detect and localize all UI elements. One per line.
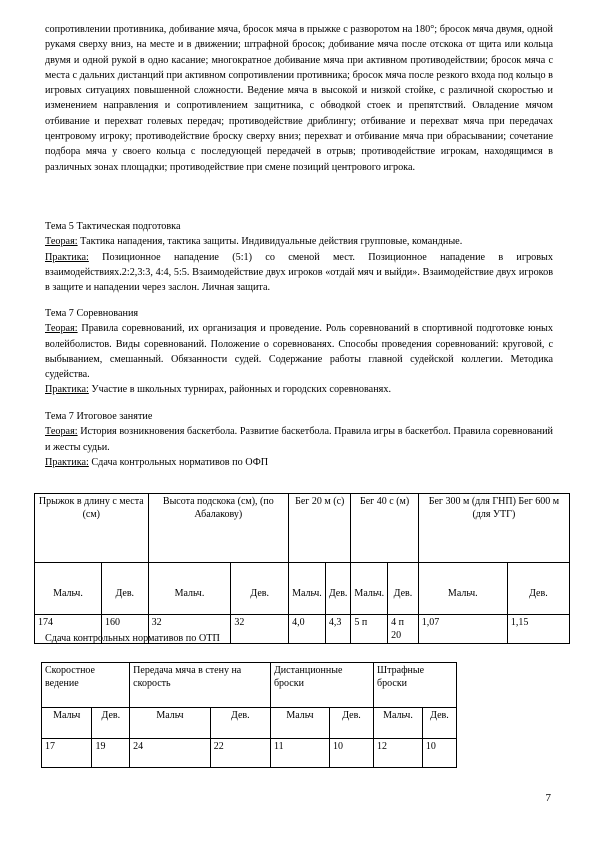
value-cell: 32: [231, 615, 289, 644]
value-cell: 19: [92, 739, 130, 768]
practice-line: [45, 382, 553, 397]
value-cell: 22: [210, 739, 270, 768]
section-heading: Тема 5 Тактическая подготовка: [45, 221, 181, 232]
subheader-cell: Мальч.: [148, 563, 231, 615]
theory-line: [45, 424, 553, 455]
subheader-cell: Дев.: [325, 563, 351, 615]
otp-norms-table: [41, 662, 457, 768]
header-cell: Передача мяча в стену на скорость: [130, 663, 271, 708]
table-header-row: [35, 494, 570, 563]
section-heading: Тема 7 Соревнования: [45, 308, 139, 319]
section-topic-7-final: [45, 409, 553, 470]
theory-text: История возникновения баскетбола. Развитие баскетбола. Правила игры в баскетбол. Правила соревнований и жесты судьи.: [45, 426, 553, 453]
subheader-cell: Мальч.: [418, 563, 507, 615]
value-cell: 24: [130, 739, 211, 768]
header-cell: Прыжок в длину с места (см): [35, 494, 149, 563]
value-cell: 10: [329, 739, 373, 768]
section-topic-5: [45, 219, 553, 295]
theory-label: Теорая:: [45, 236, 78, 248]
paragraph-text: сопротивлении противника, добивание мяча, бросок мяча в прыжке с разворотом на 180°; бросок мяча двумя, одной рукамя сверху вниз, на месте и в движении; штрафной бросок; добивание мяча после отскока от щита или кольца двумя и одной рукой в одно касание; многократное добивание мяча при активном противодействии; бросок мяча с места с дальних дистанций при активном сопротивлении противника; бросок мяча после резкого входа под кольцо в игровых ситуациях повышенной сложности. Ведение мяча в высокой и низкой стойке, с различной скоростью и изменением направления и сопротивлением защитника, с обводкой стоек и препятствий. Овладение мячом отбивание и перехват голевых передач; противодействие дриблингу; отбивание и перехват мяча при передачах центровому игроку; противодействие броску сверху вниз; перехват и отбивание мяча при обрасывании; сочетание подбора мяча у своего кольца с последующей передачей в отрыв; противодействие игрокам, находящимся в различных зонах площадки; противодействие при смене позиций центрового игрока.: [45, 24, 553, 173]
subheader-cell: Дев.: [422, 708, 456, 739]
value-cell: 160: [101, 615, 148, 644]
header-cell: Бег 300 м (для ГНП) Бег 600 м (для УТГ): [418, 494, 569, 563]
subheader-cell: Дев.: [507, 563, 569, 615]
value-cell: 17: [42, 739, 92, 768]
subheader-cell: Мальч: [270, 708, 329, 739]
theory-label: Теорая:: [45, 426, 78, 438]
table-subheader-row: [42, 708, 457, 739]
value-cell: 12: [374, 739, 423, 768]
theory-text: Правила соревнований, их организация и проведение. Роль соревнований в спортивной подготовке юных волейболистов. Виды соревнований. Положение о соревнованях. Способы проведения соревнований: круговой, с выбыванием, смешанный. Обязанности судей. Содержание работы главной судейской коллегии. Методика судейства.: [45, 323, 553, 381]
value-cell: 1,15: [507, 615, 569, 644]
practice-label: Практика:: [45, 456, 89, 468]
value-cell: 4 п 20: [388, 615, 419, 644]
header-cell: Скоростное ведение: [42, 663, 130, 708]
subheader-cell: Мальч: [130, 708, 211, 739]
table-row: [42, 739, 457, 768]
subheader-cell: Дев.: [329, 708, 373, 739]
body-paragraph: [45, 22, 553, 175]
table-header-row: [42, 663, 457, 708]
practice-line: [45, 250, 553, 296]
otp-table-title: Сдача контрольных нормативов по ОТП: [45, 633, 220, 644]
subheader-cell: Мальч.: [351, 563, 388, 615]
practice-text: Позиционное нападение (5:1) со сменой мест. Позиционное нападение в игровых взаимодействиях.2:2,3:3, 4:4, 5:5. Взаимодействие двух игроков «отдай мяч и выйди». Взаимодействие двух игроков в защите и нападении через заслон. Личная защита.: [45, 251, 553, 294]
subheader-cell: Дев.: [210, 708, 270, 739]
practice-text: Участие в школьных турнирах, районных и городских соревнованях.: [88, 384, 391, 396]
value-cell: 174: [35, 615, 102, 644]
subheader-cell: Дев.: [92, 708, 130, 739]
theory-text: Тактика нападения, тактика защиты. Индивидуальные действия групповые, командные.: [77, 236, 463, 248]
value-cell: 32: [148, 615, 231, 644]
ofp-norms-table: [34, 493, 570, 644]
page-number: 7: [545, 792, 551, 804]
value-cell: 1,07: [418, 615, 507, 644]
subheader-cell: Дев.: [388, 563, 419, 615]
subheader-cell: Мальч: [42, 708, 92, 739]
value-cell: 5 п: [351, 615, 388, 644]
subheader-cell: Дев.: [231, 563, 289, 615]
subheader-cell: Мальч.: [374, 708, 423, 739]
practice-line: [45, 455, 553, 470]
value-cell: 4,3: [325, 615, 351, 644]
value-cell: 11: [270, 739, 329, 768]
subheader-cell: Мальч.: [35, 563, 102, 615]
subheader-cell: Мальч.: [289, 563, 326, 615]
theory-line: [45, 321, 553, 382]
subheader-cell: Дев.: [101, 563, 148, 615]
practice-label: Практика:: [45, 384, 89, 396]
header-cell: Бег 40 с (м): [351, 494, 418, 563]
practice-label: Практика:: [45, 251, 89, 263]
table-subheader-row: [35, 563, 570, 615]
theory-line: [45, 234, 553, 249]
theory-label: Теорая:: [45, 323, 78, 335]
header-cell: Бег 20 м (с): [289, 494, 351, 563]
header-cell: Дистанционные броски: [270, 663, 373, 708]
header-cell: Высота подскока (см), (по Абалакову): [148, 494, 288, 563]
header-cell: Штрафные броски: [374, 663, 457, 708]
practice-text: Сдача контрольных нормативов по ОФП: [88, 456, 269, 468]
section-heading: Тема 7 Итоговое занятие: [45, 411, 153, 422]
section-topic-7-competitions: [45, 306, 553, 398]
value-cell: 4,0: [289, 615, 326, 644]
value-cell: 10: [422, 739, 456, 768]
